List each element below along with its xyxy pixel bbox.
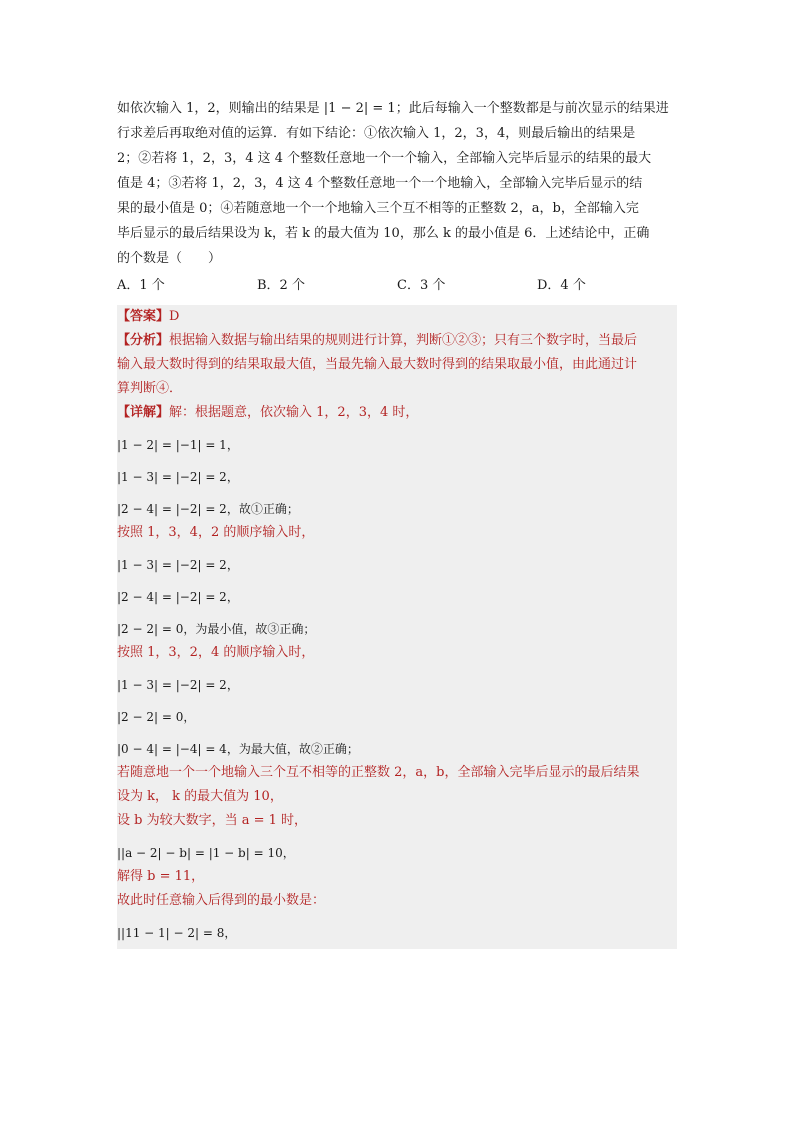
option-a: A．1 个 xyxy=(117,278,165,293)
step-equation: ||11 − 1| − 2| = 8， xyxy=(117,926,237,940)
step-text: 故此时任意输入后得到的最小数是： xyxy=(117,893,326,908)
step-text: 设为 k， k 的最大值为 10， xyxy=(117,789,283,804)
detail-intro: 解：根据题意，依次输入 1，2，3，4 时， xyxy=(169,405,419,420)
step-equation: ||a − 2| − b| = |1 − b| = 10， xyxy=(117,846,295,860)
step-equation: |2 − 2| = 0，为最小值，故③正确； xyxy=(117,622,316,636)
question-line: 行求差后再取绝对值的运算．有如下结论：①依次输入 1，2，3，4，则最后输出的结果是 xyxy=(117,126,636,141)
analysis-text: 根据输入数据与输出结果的规则进行计算，判断①②③；只有三个数字时，当最后 xyxy=(169,333,638,348)
step-text: 按照 1，3，2，4 的顺序输入时， xyxy=(117,645,315,660)
question-line: 果的最小值是 0；④若随意地一个一个地输入三个互不相等的正整数 2，a，b，全部输入完 xyxy=(117,201,639,216)
detail-label: 【详解】 xyxy=(117,405,170,420)
question-line: 的个数是（ ） xyxy=(117,251,222,266)
step-equation: |1 − 2| = |−1| = 1， xyxy=(117,438,239,452)
answer-value: D xyxy=(169,309,180,324)
step-equation: |0 − 4| = |−4| = 4，为最大值，故②正确； xyxy=(117,742,359,756)
question-text xyxy=(117,96,677,271)
analysis-line xyxy=(117,329,677,353)
step-text: 解得 b = 11， xyxy=(117,869,205,884)
content-area xyxy=(117,96,677,949)
option-c: C．3 个 xyxy=(397,278,446,293)
question-line: 如依次输入 1，2，则输出的结果是 |1 − 2| = 1；此后每输入一个整数都是与前次显示的结果进 xyxy=(117,101,669,116)
answer-options xyxy=(117,273,677,299)
step-equation: |2 − 4| = |−2| = 2， xyxy=(117,590,239,604)
step-text: 若随意地一个一个地输入三个互不相等的正整数 2，a，b，全部输入完毕后显示的最后结果 xyxy=(117,765,640,780)
step-equation: |1 − 3| = |−2| = 2， xyxy=(117,678,239,692)
option-b: B．2 个 xyxy=(257,278,305,293)
analysis-label: 【分析】 xyxy=(117,333,170,348)
detail-line xyxy=(117,401,677,425)
analysis-line: 输入最大数时得到的结果取最大值，当最先输入最大数时得到的结果取最小值，由此通过计 xyxy=(117,357,638,372)
step-equation: |1 − 3| = |−2| = 2， xyxy=(117,558,239,572)
analysis-line: 算判断④． xyxy=(117,381,183,396)
answer-label: 【答案】 xyxy=(117,309,170,324)
question-line: 2；②若将 1，2，3，4 这 4 个整数任意地一个一个输入，全部输入完毕后显示的结果的最大 xyxy=(117,151,652,166)
answer-line xyxy=(117,305,677,329)
question-line: 值是 4；③若将 1，2，3，4 这 4 个整数任意地一个一个地输入，全部输入完毕后显示的结 xyxy=(117,176,643,191)
step-equation: |2 − 4| = |−2| = 2，故①正确； xyxy=(117,502,299,516)
step-equation: |2 − 2| = 0， xyxy=(117,710,196,724)
option-d: D．4 个 xyxy=(537,278,586,293)
step-equation: |1 − 3| = |−2| = 2， xyxy=(117,470,239,484)
question-line: 毕后显示的最后结果设为 k，若 k 的最大值为 10，那么 k 的最小值是 6．上述结论中，正确 xyxy=(117,226,650,241)
step-text: 设 b 为较大数字，当 a = 1 时， xyxy=(117,813,308,828)
step-text: 按照 1，3，4，2 的顺序输入时， xyxy=(117,525,315,540)
solution-block xyxy=(117,305,677,949)
